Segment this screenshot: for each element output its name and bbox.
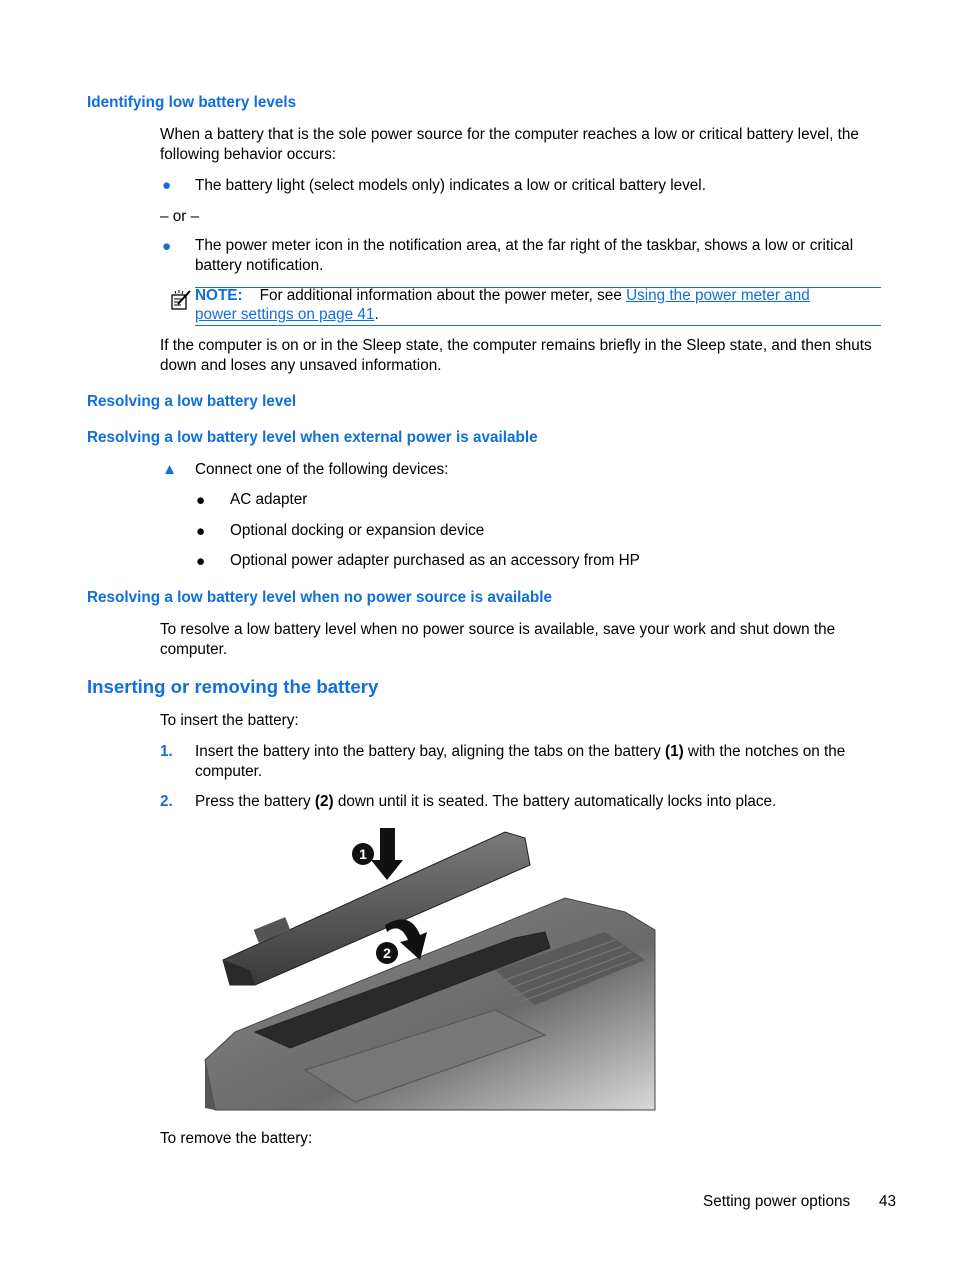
step-number: 2.: [160, 793, 173, 810]
note-text-line1: [195, 286, 885, 306]
or-separator: – or –: [160, 208, 200, 225]
bullet-power-meter: The power meter icon in the notification area, at the far right of the taskbar, shows a low or critical battery notification.: [195, 237, 854, 274]
note-text: For additional information about the power meter, see: [259, 287, 622, 304]
identifying-intro-paragraph: When a battery that is the sole power source for the computer reaches a low or critical battery level, the following behavior occurs:: [160, 126, 859, 163]
step-number: 1.: [160, 743, 173, 760]
device-item: Optional power adapter purchased as an accessory from HP: [230, 552, 640, 569]
bullet-dot: ●: [162, 177, 172, 194]
step1-post: with the notches on the computer.: [195, 743, 846, 780]
step1-pre: Insert the battery into the battery bay, aligning the tabs on the battery: [195, 743, 661, 760]
callout-2-label: 2: [383, 945, 391, 961]
triangle-step-icon: ▲: [162, 461, 178, 478]
connect-devices-text: Connect one of the following devices:: [195, 461, 449, 478]
bullet-dot: ●: [196, 523, 206, 540]
link-power-meter-settings[interactable]: Using the power meter and: [626, 287, 810, 304]
heading-resolving-low-battery: Resolving a low battery level: [87, 393, 297, 410]
step1-callout-ref: (1): [664, 743, 684, 760]
link-power-meter-settings-cont[interactable]: power settings on page 41: [195, 306, 375, 323]
footer-section-title: Setting power options: [703, 1193, 851, 1210]
device-item: AC adapter: [230, 491, 308, 508]
sleep-state-paragraph: If the computer is on or in the Sleep state, the computer remains briefly in the Sleep state, and then shuts down and loses any unsaved information.: [160, 337, 872, 374]
callout-1-label: 1: [359, 846, 367, 862]
step2-pre: Press the battery: [195, 793, 311, 810]
note-period: .: [374, 306, 379, 323]
resolving-no-power-paragraph: To resolve a low battery level when no power source is available, save your work and shut down the computer.: [160, 621, 836, 658]
heading-inserting-removing-battery: Inserting or removing the battery: [87, 676, 379, 697]
to-remove-text: To remove the battery:: [160, 1130, 313, 1147]
bullet-dot: ●: [196, 492, 206, 509]
footer-page-number: 43: [879, 1193, 897, 1210]
to-insert-text: To insert the battery:: [160, 712, 299, 729]
note-text-line2: [195, 305, 379, 325]
step2-text: [195, 792, 885, 812]
note-bottom-rule: [195, 325, 881, 326]
note-pencil-icon: [169, 288, 193, 312]
step2-post: down until it is seated. The battery automatically locks into place.: [337, 793, 777, 810]
device-item: Optional docking or expansion device: [230, 522, 485, 539]
step1-text: [195, 742, 885, 781]
bullet-dot: ●: [162, 238, 172, 255]
bullet-dot: ●: [196, 553, 206, 570]
note-label: NOTE:: [195, 287, 243, 304]
heading-identifying-low-battery: Identifying low battery levels: [87, 94, 297, 111]
step2-callout-ref: (2): [314, 793, 334, 810]
bullet-battery-light: The battery light (select models only) indicates a low or critical battery level.: [195, 177, 706, 194]
heading-resolving-no-power: Resolving a low battery level when no power source is available: [87, 589, 553, 606]
battery-insertion-illustration: [195, 820, 665, 1115]
heading-resolving-external-power: Resolving a low battery level when external power is available: [87, 429, 538, 446]
